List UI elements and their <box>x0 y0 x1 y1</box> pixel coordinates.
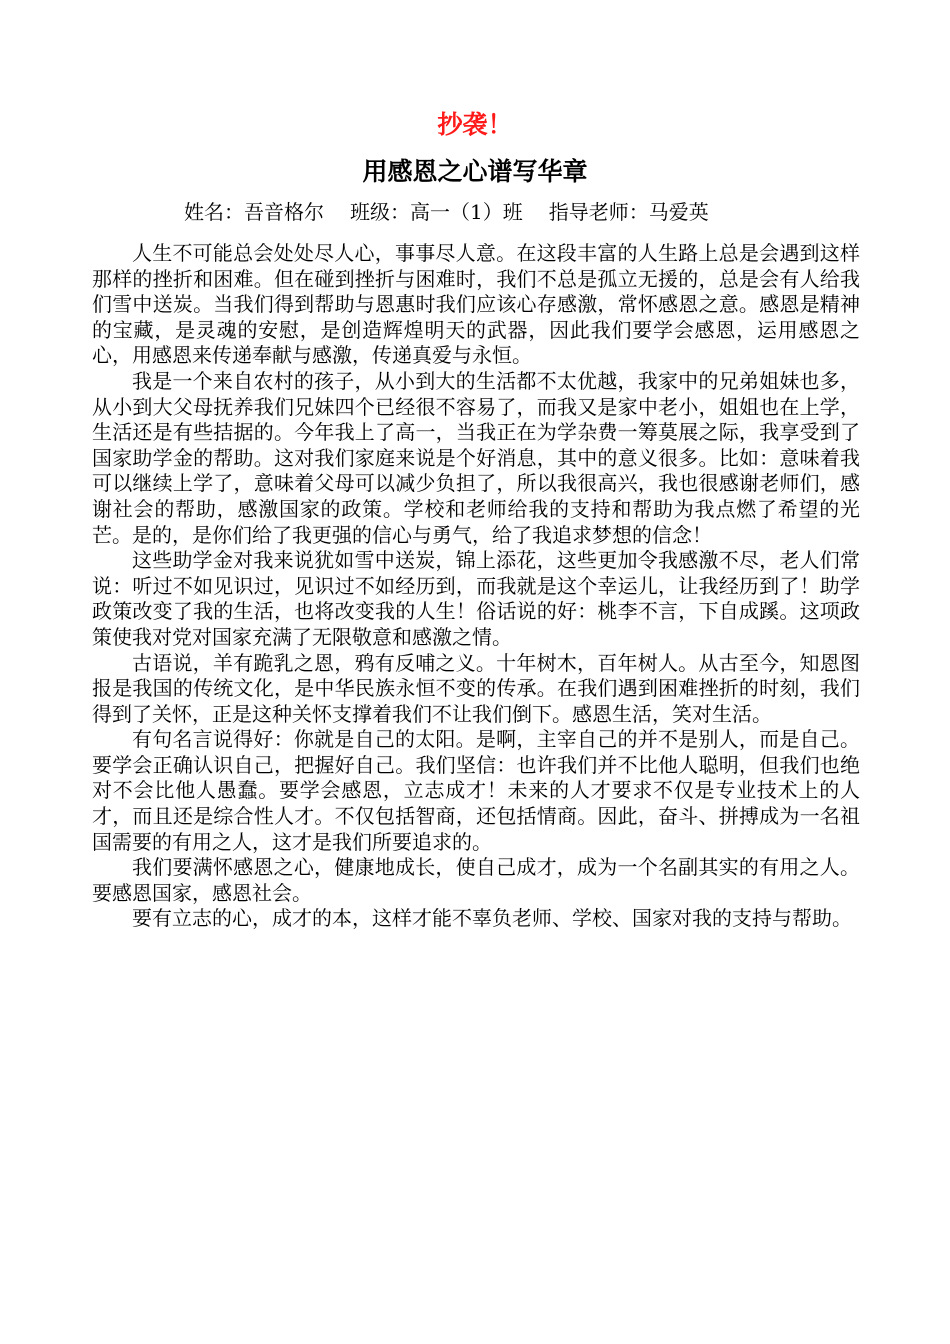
paragraph: 要有立志的心，成才的本，这样才能不辜负老师、学校、国家对我的支持与帮助。 <box>132 906 852 931</box>
essay-body <box>92 241 860 932</box>
paragraph: 人生不可能总会处处尽人心，事事尽人意。在这段丰富的人生路上总是会遇到这样那样的挫折和困难。但在碰到挫折与困难时，我们不总是孤立无援的，总是会有人给我们雪中送炭。当我们得到帮助与恩惠时我们应该心存感激，常怀感恩之意。感恩是精神的宝藏，是灵魂的安慰，是创造辉煌明天的武器，因此我们要学会感恩，运用感恩之心，用感恩来传递奉献与感激，传递真爱与永恒。 <box>92 241 860 368</box>
advisor-teacher: 指导老师：马爱英 <box>548 200 709 224</box>
plagiarism-banner: 抄袭！ <box>437 110 513 139</box>
paragraph: 我们要满怀感恩之心，健康地成长，使自己成才，成为一个名副其实的有用之人。要感恩国家，感恩社会。 <box>92 855 860 905</box>
paragraph: 这些助学金对我来说犹如雪中送炭，锦上添花，这些更加令我感激不尽，老人们常说：听过不如见识过，见识过不如经历到，而我就是这个幸运儿，让我经历到了！助学政策改变了我的生活，也将改变我的人生！俗话说的好：桃李不言，下自成蹊。这项政策使我对党对国家充满了无限敬意和感激之情。 <box>92 548 860 649</box>
student-class: 班级：高一（1）班 <box>350 200 523 224</box>
paragraph: 古语说，羊有跪乳之恩，鸦有反哺之义。十年树木，百年树人。从古至今，知恩图报是我国的传统文化，是中华民族永恒不变的传承。在我们遇到困难挫折的时刻，我们得到了关怀，正是这种关怀支撑着我们不让我们倒下。感恩生活，笑对生活。 <box>92 650 860 726</box>
paragraph: 我是一个来自农村的孩子，从小到大的生活都不太优越，我家中的兄弟姐妹也多，从小到大父母抚养我们兄妹四个已经很不容易了，而我又是家中老小，姐姐也在上学，生活还是有些拮据的。今年我上了高一，当我正在为学杂费一筹莫展之际，我享受到了国家助学金的帮助。这对我们家庭来说是个好消息，其中的意义很多。比如：意味着我可以继续上学了，意味着父母可以减少负担了，所以我很高兴，我也很感谢老师们，感谢社会的帮助，感激国家的政策。学校和老师给我的支持和帮助为我点燃了希望的光芒。是的，是你们给了我更强的信心与勇气，给了我追求梦想的信念！ <box>92 368 860 547</box>
paragraph: 有句名言说得好：你就是自己的太阳。是啊，主宰自己的并不是别人，而是自己。要学会正确认识自己，把握好自己。我们坚信：也许我们并不比他人聪明，但我们也绝对不会比他人愚蠢。要学会感恩，立志成才！未来的人才要求不仅是专业技术上的人才，而且还是综合性人才。不仅包括智商，还包括情商。因此，奋斗、拼搏成为一名祖国需要的有用之人，这才是我们所要追求的。 <box>92 727 860 854</box>
author-info <box>184 196 844 228</box>
student-name: 姓名：吾音格尔 <box>184 200 324 224</box>
essay-title: 用感恩之心谱写华章 <box>362 157 588 186</box>
